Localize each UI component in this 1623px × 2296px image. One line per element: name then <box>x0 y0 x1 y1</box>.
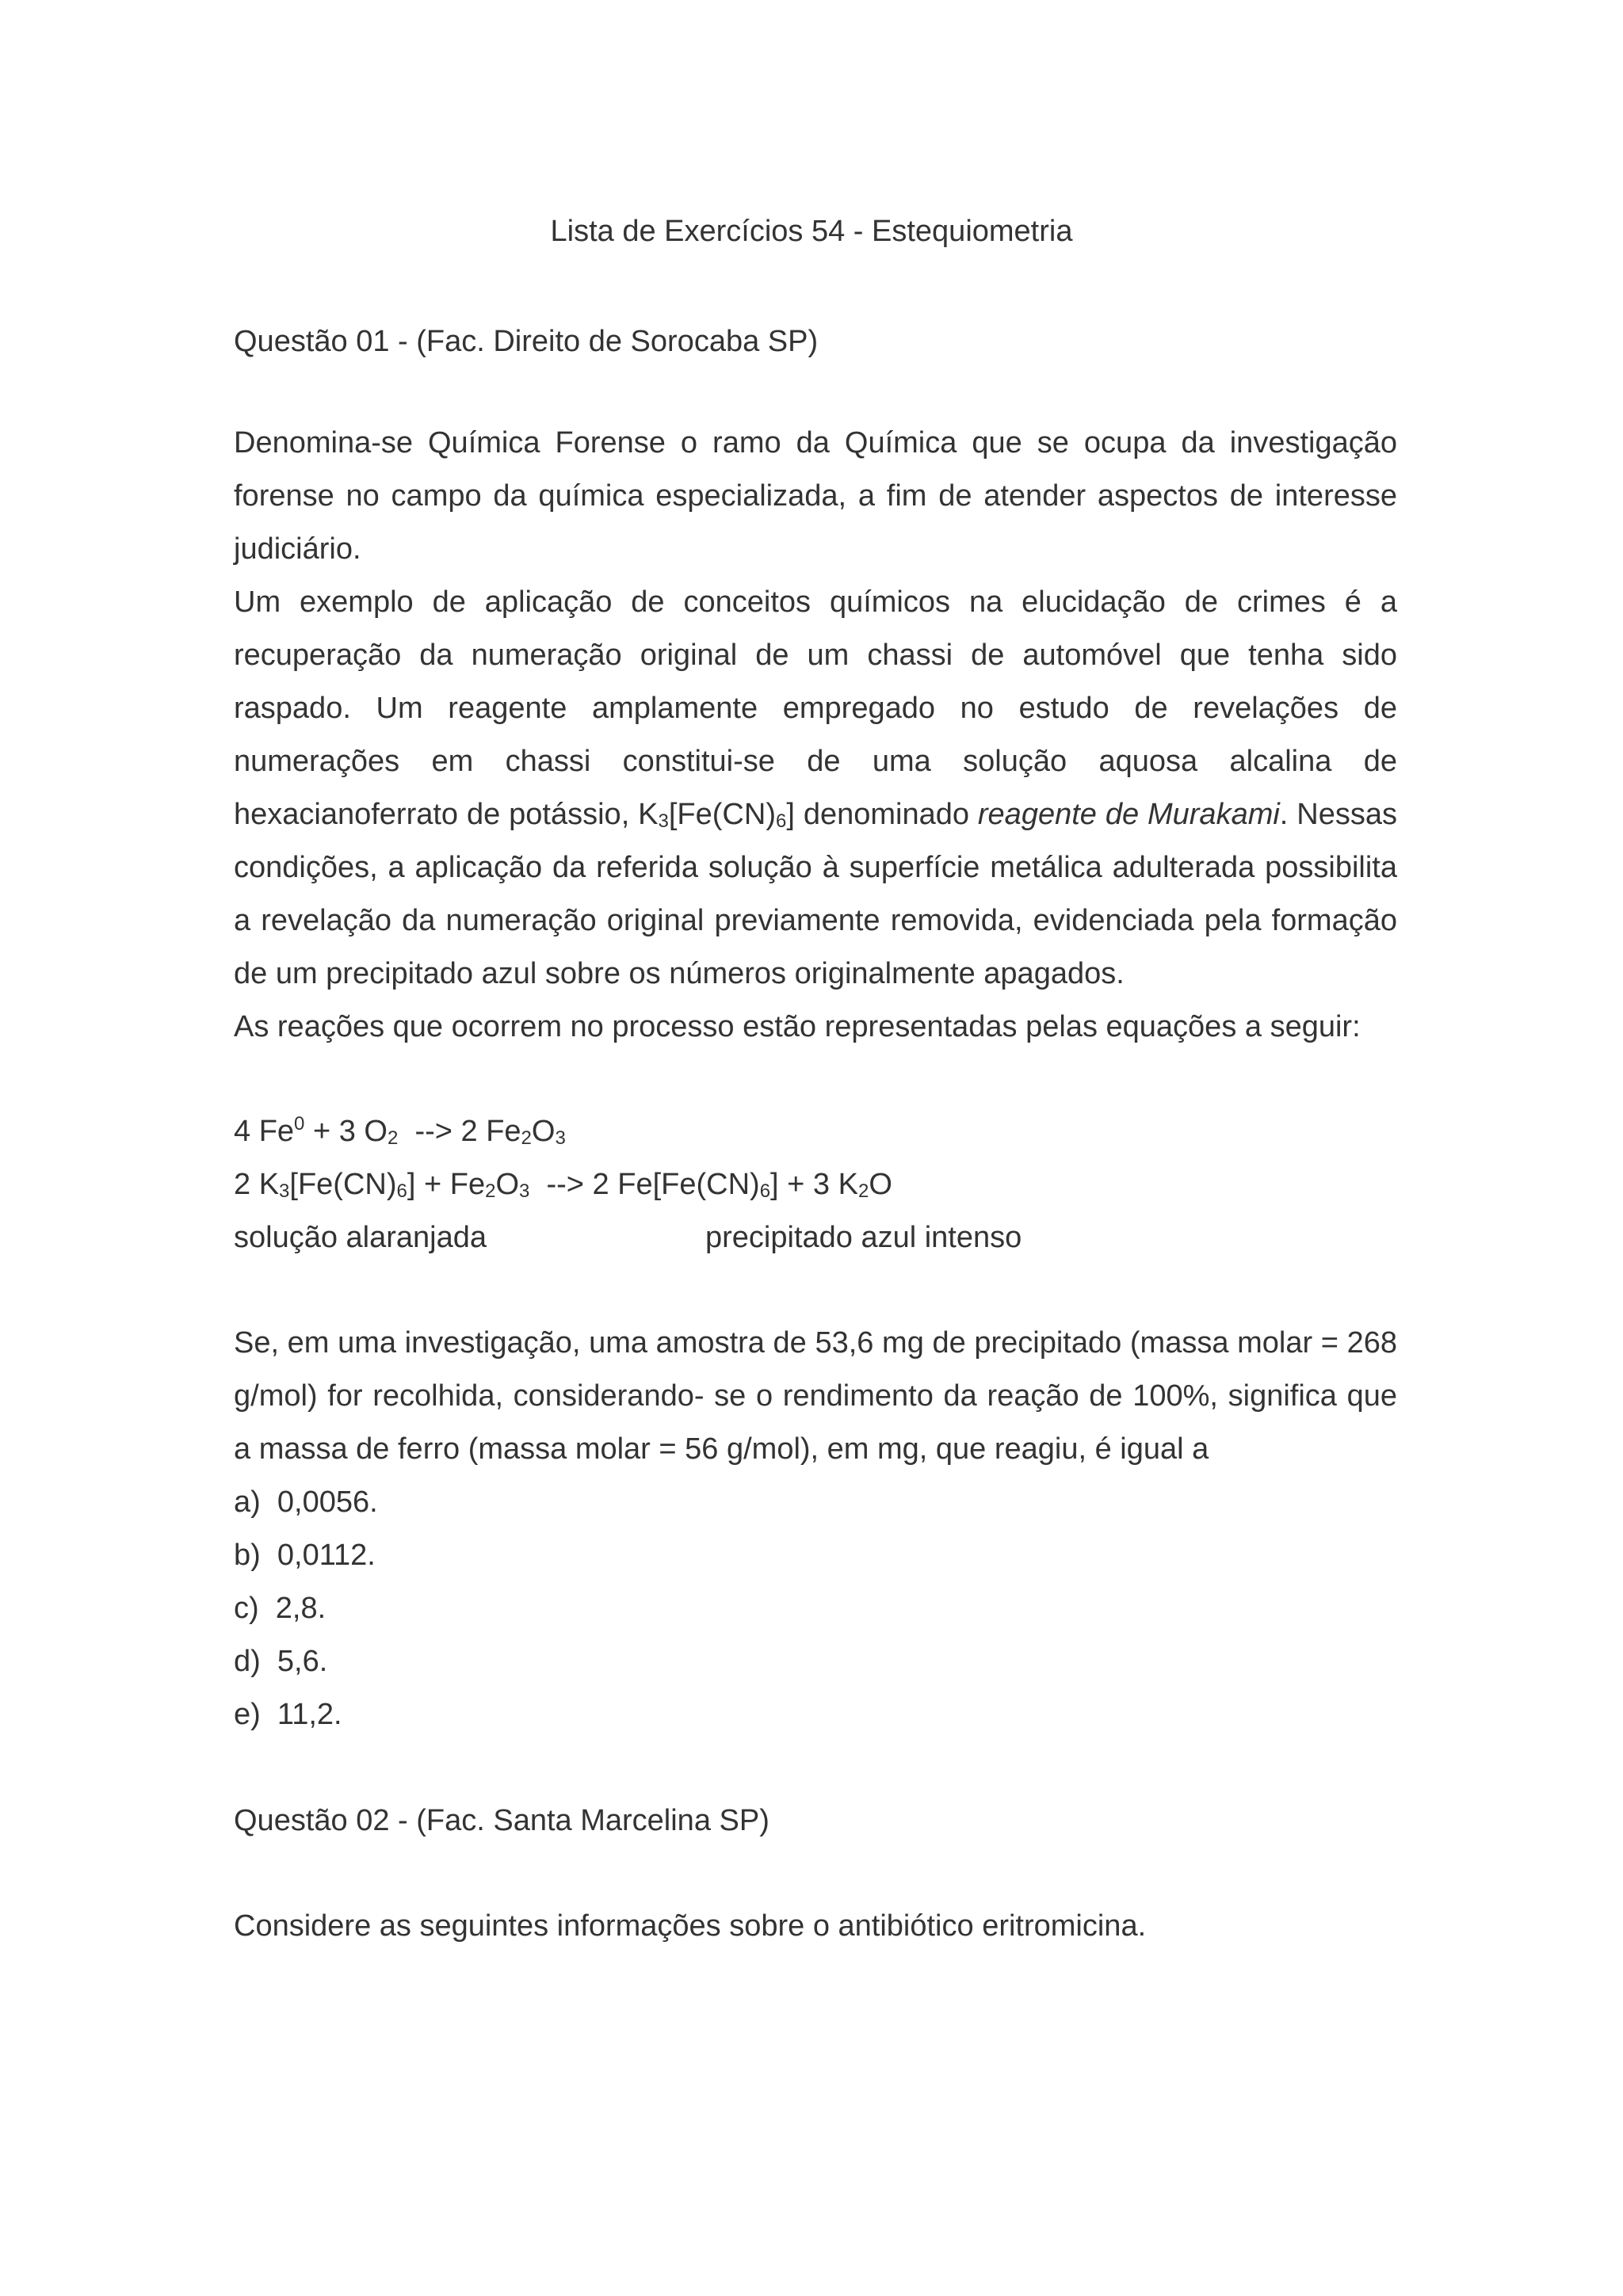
answer-options <box>234 1476 1397 1741</box>
question-02-intro: Considere as seguintes informações sobre o antibiótico eritromicina. <box>234 1909 1147 1943</box>
paragraph-2-text-b: denominado <box>794 798 978 831</box>
paragraph-2-text-c: . Nessas condições, a aplicação da referida solução à superfície metálica adulterada possibilita a revelação da numeração original previamente removida, evidenciada pela formação de um precipitado azul sobre os números originalmente apagados. <box>234 798 1397 990</box>
question-01-statement <box>234 1317 1397 1476</box>
option-a: a) 0,0056. <box>234 1486 378 1519</box>
equations-block <box>234 1105 1397 1264</box>
equation-labels <box>234 1211 1397 1264</box>
equation-1: 4 $Fe^0 + 3$ $O_2$ --> 2 $Fe_2O_3$ <box>234 1113 566 1149</box>
option-c: c) 2,8. <box>234 1592 327 1625</box>
question-02-heading: Questão 02 - (Fac. Santa Marcelina SP) <box>234 1804 769 1837</box>
option-b: b) 0,0112. <box>234 1539 376 1572</box>
document-title: Lista de Exercícios 54 - Estequiometria <box>550 215 1073 248</box>
question-01-intro <box>234 417 1397 576</box>
question-01-text: Se, em uma investigação, uma amostra de 53,6 mg de precipitado (massa molar = 268 g/mol) for recolhida, considerando- se o rendimento da reação de 100%, significa que a massa de ferro (massa molar = 56 g/mol), em mg, que reagiu, é igual a <box>234 1326 1397 1466</box>
reagent-formula: $K_3[Fe(CN)_6]$ <box>638 798 795 832</box>
question-01-heading: Questão 01 - (Fac. Direito de Sorocaba SP) <box>234 325 819 358</box>
equation-2: 2 $K_3[Fe(CN)_6] + Fe_2O_3$ --> 2 $Fe[Fe(CN)_6] + 3$ $K_2O$ <box>234 1168 892 1202</box>
paragraph-2-text-a: Um exemplo de aplicação de conceitos químicos na elucidação de crimes é a recuperação da numeração original de um chassi de automóvel que tenha sido raspado. Um reagente amplamente empregado no estudo de revelações de numerações em chassi constitui-se de uma solução aquosa alcalina de hexacianoferrato de potássio, <box>234 585 1397 831</box>
option-e: e) 11,2. <box>234 1698 342 1731</box>
question-01-paragraph-2 <box>234 576 1397 1001</box>
question-01-paragraph-3: As reações que ocorrem no processo estão representadas pelas equações a seguir: <box>234 1010 1361 1043</box>
reagent-name: reagente de Murakami <box>977 798 1280 831</box>
intro-paragraph: Denomina-se Química Forense o ramo da Química que se ocupa da investigação forense no campo da química especializada, a fim de atender aspectos de interesse judiciário. <box>234 426 1397 566</box>
option-d: d) 5,6. <box>234 1645 328 1678</box>
label-blue-precipitate: precipitado azul intenso <box>705 1221 1022 1254</box>
label-orange-solution: solução alaranjada <box>234 1221 487 1254</box>
